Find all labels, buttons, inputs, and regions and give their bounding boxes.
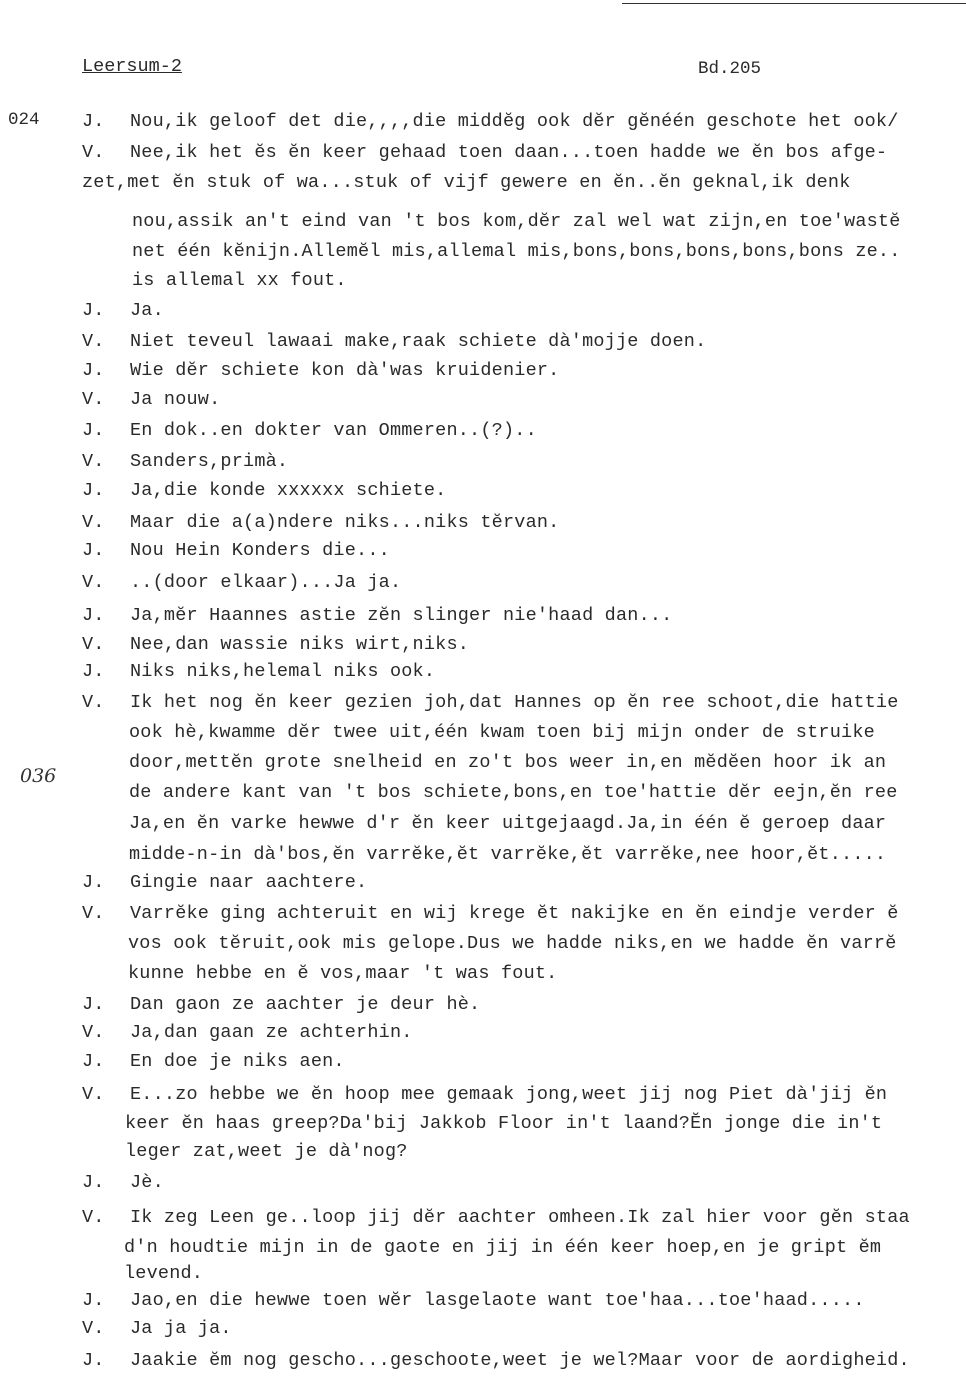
- transcript-line: [128, 963, 557, 985]
- transcript-line: [125, 1141, 408, 1163]
- transcript-line: [82, 1318, 232, 1340]
- transcript-line: [82, 451, 288, 473]
- speaker-label: J.: [82, 661, 105, 682]
- speaker-label: J.: [82, 420, 105, 441]
- speaker-label: J.: [82, 300, 105, 321]
- line-text: zet,met ĕn stuk of wa...stuk of vijf gewere en ĕn..ĕn geknal,ik denk: [82, 172, 851, 193]
- speaker-label: V.: [82, 1084, 105, 1105]
- speaker-label: J.: [82, 360, 105, 381]
- transcript-line: [82, 994, 480, 1016]
- speaker-label: J.: [82, 540, 105, 561]
- line-text: Jaakie ĕm nog gescho...geschoote,weet je wel?Maar voor de aordigheid.: [130, 1350, 910, 1371]
- speaker-label: J.: [82, 1172, 105, 1193]
- transcript-line: [129, 782, 898, 804]
- line-text: Jè.: [130, 1172, 164, 1193]
- line-text: Nou,ik geloof det die,,,,die middĕg ook dĕr gĕnéén geschote het ook/: [130, 111, 899, 132]
- line-text: Dan gaon ze aachter je deur hè.: [130, 994, 481, 1015]
- speaker-label: J.: [82, 111, 105, 132]
- speaker-label: J.: [82, 1051, 105, 1072]
- transcript-line: [82, 1207, 910, 1229]
- line-text: Nee,dan wassie niks wirt,niks.: [130, 634, 470, 655]
- speaker-label: V.: [82, 451, 105, 472]
- line-text: Ja.: [130, 300, 164, 321]
- line-text: kunne hebbe en ĕ vos,maar 't was fout.: [128, 963, 558, 984]
- line-text: Niet teveul lawaai make,raak schiete dà'mojje doen.: [130, 331, 707, 352]
- line-text: nou,assik an't eind van 't bos kom,dĕr zal wel wat zijn,en toe'wastĕ: [132, 211, 901, 232]
- line-text: door,mettĕn grote snelheid en zo't bos weer in,en mĕdĕen hoor ik an: [129, 752, 887, 773]
- transcript-line: [129, 752, 886, 774]
- line-text: Maar die a(a)ndere niks...niks tĕrvan.: [130, 512, 560, 533]
- line-text: leger zat,weet je dà'nog?: [125, 1141, 408, 1162]
- transcript-line: [82, 420, 537, 442]
- line-text: E...zo hebbe we ĕn hoop mee gemaak jong,weet jij nog Piet dà'jij ĕn: [130, 1084, 888, 1105]
- transcript-line: [82, 1084, 887, 1106]
- line-text: Nee,ik het ĕs ĕn keer gehaad toen daan...toen hadde we ĕn bos afge-: [130, 142, 888, 163]
- transcript-line: [82, 692, 899, 714]
- transcript-line: [82, 634, 469, 656]
- speaker-label: V.: [82, 142, 105, 163]
- line-text: ..(door elkaar)...Ja ja.: [130, 572, 402, 593]
- speaker-label: V.: [82, 512, 105, 533]
- line-text: levend.: [124, 1263, 204, 1284]
- transcript-line: [125, 1113, 882, 1135]
- line-text: Nou Hein Konders die...: [130, 540, 390, 561]
- transcript-line: [82, 1172, 164, 1194]
- speaker-label: V.: [82, 1022, 105, 1043]
- line-text: d'n houdtie mijn in de gaote en jij in één keer hoep,en je gript ĕm: [124, 1237, 882, 1258]
- transcript-line: [124, 1263, 203, 1285]
- page-reference: Bd.205: [698, 59, 762, 79]
- transcript-line: [82, 1051, 345, 1073]
- line-text: is allemal xx fout.: [132, 270, 347, 291]
- line-text: Ik zeg Leen ge..loop jij dĕr aachter omheen.Ik zal hier voor gĕn staa: [130, 1207, 910, 1228]
- transcript-line: [82, 872, 367, 894]
- speaker-label: V.: [82, 1318, 105, 1339]
- speaker-label: V.: [82, 1207, 105, 1228]
- margin-handwritten-number: 036: [20, 765, 57, 787]
- speaker-label: J.: [82, 1290, 105, 1311]
- transcript-line: [82, 661, 435, 683]
- line-text: Varrĕke ging achteruit en wij krege ĕt nakijke en ĕn eindje verder ĕ: [130, 903, 899, 924]
- line-text: En dok..en dokter van Ommeren..(?)..: [130, 420, 537, 441]
- transcript-line: [82, 540, 390, 562]
- line-text: En doe je niks aen.: [130, 1051, 345, 1072]
- line-text: Ja ja ja.: [130, 1318, 232, 1339]
- transcript-line: [82, 512, 559, 534]
- transcript-line: [128, 933, 897, 955]
- transcript-line: [82, 1022, 413, 1044]
- transcript-line: [129, 813, 886, 835]
- speaker-label: V.: [82, 331, 105, 352]
- speaker-label: V.: [82, 389, 105, 410]
- line-text: Ja,die konde xxxxxx schiete.: [130, 480, 447, 501]
- transcript-line: [129, 844, 886, 866]
- line-text: vos ook tĕruit,ook mis gelope.Dus we hadde niks,en we hadde ĕn varrĕ: [128, 933, 897, 954]
- line-text: Niks niks,helemal niks ook.: [130, 661, 436, 682]
- line-text: Ja nouw.: [130, 389, 221, 410]
- speaker-label: V.: [82, 692, 105, 713]
- transcript-line: [82, 142, 887, 164]
- line-text: Ja,mĕr Haannes astie zĕn slinger nie'haad dan...: [130, 605, 673, 626]
- speaker-label: J.: [82, 480, 105, 501]
- transcript-line: [82, 903, 899, 925]
- transcript-line: [82, 389, 220, 411]
- transcript-line: [124, 1237, 881, 1259]
- transcript-line: [82, 172, 851, 194]
- speaker-label: J.: [82, 872, 105, 893]
- line-text: Wie dĕr schiete kon dà'was kruidenier.: [130, 360, 560, 381]
- speaker-label: V.: [82, 903, 105, 924]
- speaker-label: V.: [82, 572, 105, 593]
- transcript-line: [129, 722, 875, 744]
- speaker-label: V.: [82, 634, 105, 655]
- line-text: Ja,en ĕn varke hewwe d'r ĕn keer uitgejaagd.Ja,in één ĕ geroep daar: [129, 813, 887, 834]
- document-title: Leersum-2: [82, 56, 182, 77]
- speaker-label: J.: [82, 994, 105, 1015]
- line-text: Ja,dan gaan ze achterhin.: [130, 1022, 413, 1043]
- transcript-line: [82, 360, 559, 382]
- transcript-line: [132, 241, 901, 263]
- line-text: midde-n-in dà'bos,ĕn varrĕke,ĕt varrĕke,ĕt varrĕke,nee hoor,ĕt.....: [129, 844, 887, 865]
- transcript-line: [82, 300, 164, 322]
- line-text: Ik het nog ĕn keer gezien joh,dat Hannes op ĕn ree schoot,die hattie: [130, 692, 899, 713]
- transcript-line: [82, 605, 673, 627]
- transcript-line: [132, 211, 901, 233]
- transcript-line: [82, 480, 446, 502]
- line-text: Gingie naar aachtere.: [130, 872, 368, 893]
- line-text: de andere kant van 't bos schiete,bons,en toe'hattie dĕr eejn,ĕn ree: [129, 782, 898, 803]
- margin-number: 024: [8, 110, 40, 130]
- top-rule: [622, 3, 966, 4]
- transcript-line: [82, 1350, 910, 1372]
- line-text: ook hè,kwamme dĕr twee uit,één kwam toen bij mijn onder de struike: [129, 722, 875, 743]
- speaker-label: J.: [82, 1350, 105, 1371]
- speaker-label: J.: [82, 605, 105, 626]
- line-text: Sanders,primà.: [130, 451, 289, 472]
- transcript-line: [132, 270, 347, 292]
- transcript-line: [82, 1290, 865, 1312]
- line-text: net één kĕnijn.Allemĕl mis,allemal mis,bons,bons,bons,bons,bons ze..: [132, 241, 901, 262]
- line-text: Jao,en die hewwe toen wĕr lasgelaote want toe'haa...toe'haad.....: [130, 1290, 865, 1311]
- transcript-line: [82, 111, 899, 133]
- transcript-line: [82, 331, 706, 353]
- transcript-line: [82, 572, 401, 594]
- line-text: keer ĕn haas greep?Da'bij Jakkob Floor in't laand?Ĕn jonge die in't: [125, 1113, 883, 1134]
